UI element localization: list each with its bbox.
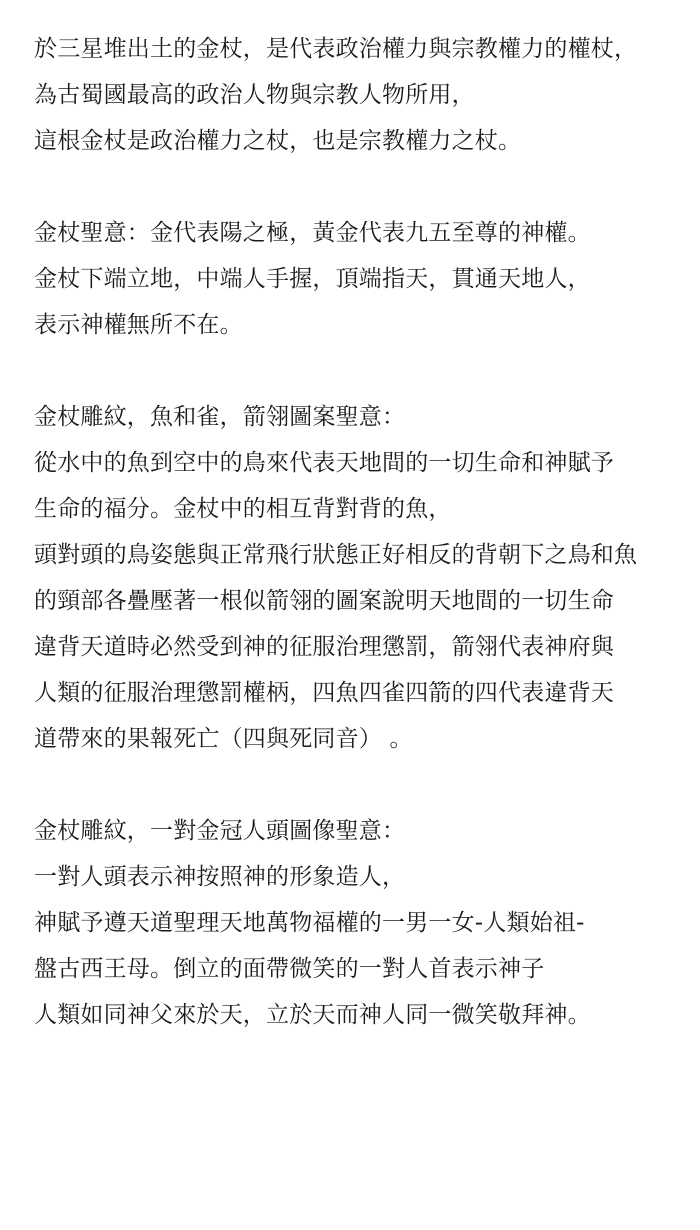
text-line: 的頸部各疊壓著一根似箭翎的圖案說明天地間的一切生命 [34,588,614,614]
text-line: 於三星堆出土的金杖，是代表政治權力與宗教權力的權杖， [34,36,638,62]
text-line: 神賦予遵天道聖理天地萬物福權的一男一女-人類始祖- [34,910,585,936]
text-line: 人類如同神父來於天，立於天而神人同一微笑敬拜神。 [34,1002,591,1028]
text-line: 表示神權無所不在。 [34,312,243,338]
text-line: 頭對頭的鳥姿態與正常飛行狀態正好相反的背朝下之鳥和魚 [34,542,638,568]
text-line: 道帶來的果報死亡（四與死同音） 。 [34,726,413,752]
paragraph-crowned-heads-pattern [34,808,694,1038]
text-line: 生命的福分。金杖中的相互背對背的魚， [34,496,452,522]
text-line: 從水中的魚到空中的鳥來代表天地間的一切生命和神賦予 [34,450,614,476]
document-body [34,26,694,1084]
text-line: 金杖雕紋，一對金冠人頭圖像聖意： [34,818,406,844]
paragraph-golden-staff-intro [34,26,694,164]
text-line: 違背天道時必然受到神的征服治理懲罰，箭翎代表神府與 [34,634,614,660]
text-line: 金杖下端立地，中端人手握，頂端指天，貫通天地人， [34,266,591,292]
text-line: 一對人頭表示神按照神的形象造人， [34,864,406,890]
text-line: 金杖聖意：金代表陽之極，黃金代表九五至尊的神權。 [34,220,591,246]
paragraph-fish-bird-arrow-pattern [34,394,694,762]
text-line: 為古蜀國最高的政治人物與宗教人物所用， [34,82,475,108]
text-line: 金杖雕紋，魚和雀，箭翎圖案聖意： [34,404,406,430]
text-line: 人類的征服治理懲罰權柄，四魚四雀四箭的四代表違背天 [34,680,614,706]
text-line: 盤古西王母。倒立的面帶微笑的一對人首表示神子 [34,956,545,982]
paragraph-golden-staff-meaning [34,210,694,348]
text-line: 這根金杖是政治權力之杖，也是宗教權力之杖。 [34,128,522,154]
